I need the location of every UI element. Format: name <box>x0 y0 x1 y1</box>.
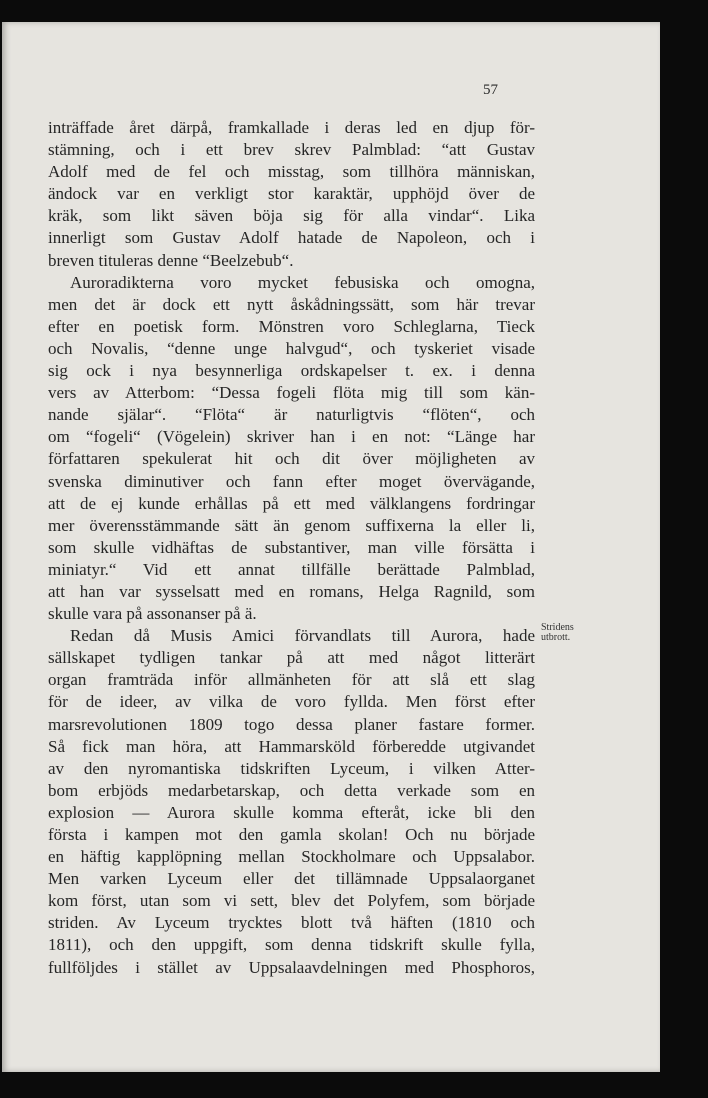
text-line: miniatyr.“ Vid ett annat tillfälle berättade Palmblad, <box>48 559 535 579</box>
text-line: för de ideer, av vilka de voro fyllda. Men först efter <box>48 692 535 712</box>
text-line: att de ej kunde erhållas på ett med välklangens fordringar <box>48 493 535 513</box>
text-line: bom erbjöds medarbetarskap, och detta verkade som en <box>48 780 535 800</box>
text-line: Så fick man höra, att Hammarsköld förberedde utgivandet <box>48 736 535 756</box>
text-line: som skulle vidhäftas de substantiver, man ville försätta i <box>48 537 535 557</box>
text-line: stämning, och i ett brev skrev Palmblad: “att Gustav <box>48 140 535 160</box>
text-line: kräk, som likt säven böja sig för alla vindar“. Lika <box>48 206 535 226</box>
body-text <box>48 117 535 979</box>
text-line: men det är dock ett nytt åskådningssätt, som här trevar <box>48 294 535 314</box>
text-line: explosion — Aurora skulle komma efteråt, icke bli den <box>48 802 535 822</box>
text-line: kom först, utan som vi sett, blev det Polyfem, som började <box>48 891 535 911</box>
text-line: organ framträda inför allmänheten för att slå ett slag <box>48 670 535 690</box>
margin-note-line: Stridens <box>541 622 574 633</box>
text-line: sällskapet tydligen tankar på att med något litterärt <box>48 648 535 668</box>
margin-note-line: utbrott. <box>541 632 571 643</box>
text-line: nande själar“. “Flöta“ är naturligtvis “flöten“, och <box>48 405 535 425</box>
text-line: av den nyromantiska tidskriften Lyceum, i vilken Atter- <box>48 758 535 778</box>
text-line: Adolf med de fel och misstag, som tillhöra människan, <box>48 162 535 182</box>
book-page <box>2 22 660 1072</box>
text-line: Auroradikterna voro mycket febusiska och omogna, <box>70 272 535 292</box>
text-line: mer överensstämmande sätt än genom suffixerna la eller li, <box>48 515 535 535</box>
text-line: breven tituleras denne “Beelzebub“. <box>48 250 294 270</box>
text-line: en häftig kapplöpning mellan Stockholmare och Uppsalabor. <box>48 847 535 867</box>
text-line: svenska diminutiver och fann efter moget övervägande, <box>48 471 535 491</box>
text-line: skulle vara på assonanser på ä. <box>48 604 257 624</box>
text-line: ändock var en verkligt stor karaktär, upphöjd över de <box>48 184 535 204</box>
margin-note <box>541 623 621 643</box>
text-line: och Novalis, “denne unge halvgud“, och tyskeriet visade <box>48 338 535 358</box>
text-line: vers av Atterbom: “Dessa fogeli flöta mig till som kän- <box>48 383 535 403</box>
text-line: att han var sysselsatt med en romans, Helga Ragnild, som <box>48 581 535 601</box>
text-line: striden. Av Lyceum trycktes blott två häften (1810 och <box>48 913 535 933</box>
page-number: 57 <box>483 82 498 98</box>
text-line: inträffade året därpå, framkallade i deras led en djup för- <box>48 118 535 137</box>
text-line: Redan då Musis Amici förvandlats till Aurora, hade <box>70 626 535 646</box>
text-line: marsrevolutionen 1809 togo dessa planer fastare former. <box>48 714 535 734</box>
text-line: efter en poetisk form. Mönstren voro Schleglarna, Tieck <box>48 316 535 336</box>
text-line: 1811), och den uppgift, som denna tidskrift skulle fylla, <box>48 935 535 955</box>
text-line: innerligt som Gustav Adolf hatade de Napoleon, och i <box>48 228 535 248</box>
text-line: Men varken Lyceum eller det tillämnade Uppsalaorganet <box>48 869 535 889</box>
text-line: sig ock i nya besynnerliga ordskapelser t. ex. i denna <box>48 361 535 381</box>
text-line: första i kampen mot den gamla skolan! Och nu började <box>48 825 535 844</box>
text-line: författaren spekulerat hit och dit över möjligheten av <box>48 449 535 469</box>
text-line: om “fogeli“ (Vögelein) skriver han i en not: “Länge har <box>48 427 535 447</box>
text-line: fullföljdes i stället av Uppsalaavdelningen med Phosphoros, <box>48 957 535 977</box>
